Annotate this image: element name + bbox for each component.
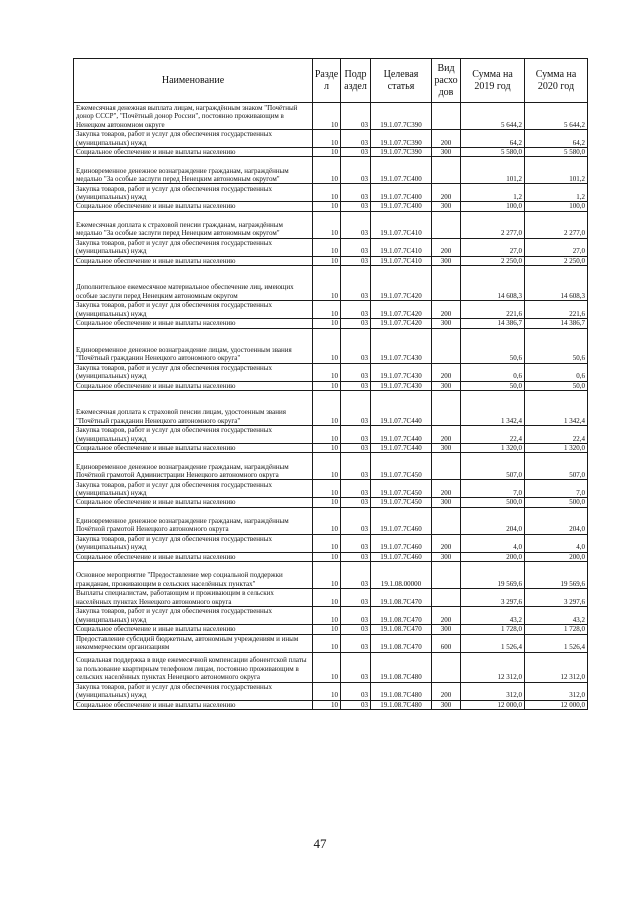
row-sum-2019: 3 297,6 <box>461 589 525 607</box>
row-subsection: 03 <box>341 157 371 184</box>
row-section: 10 <box>313 211 341 238</box>
table-row <box>74 589 588 607</box>
row-subsection: 03 <box>341 266 371 301</box>
row-name: Закупка товаров, работ и услуг для обеспечения государственных (муниципальных) нужд <box>74 534 313 552</box>
row-name: Социальное обеспечение и иные выплаты населению <box>74 552 313 561</box>
row-section: 10 <box>313 103 341 130</box>
table-row <box>74 238 588 256</box>
row-sum-2020: 500,0 <box>525 498 588 507</box>
row-expense-type <box>432 266 461 301</box>
row-sum-2019: 7,0 <box>461 480 525 498</box>
row-sum-2019: 221,6 <box>461 301 525 319</box>
row-section: 10 <box>313 607 341 625</box>
table-row <box>74 157 588 184</box>
row-subsection: 03 <box>341 103 371 130</box>
row-sum-2020: 14 608,3 <box>525 266 588 301</box>
row-sum-2019: 43,2 <box>461 607 525 625</box>
row-expense-type: 300 <box>432 444 461 453</box>
row-sum-2019: 312,0 <box>461 682 525 700</box>
row-name: Единовременное денежное вознаграждение гражданам, награждённым Почётной грамотой Администрации Ненецкого автономного округа <box>74 453 313 480</box>
row-sum-2020: 50,6 <box>525 328 588 363</box>
row-section: 10 <box>313 266 341 301</box>
row-expense-type: 200 <box>432 184 461 202</box>
table-row <box>74 202 588 211</box>
row-section: 10 <box>313 391 341 426</box>
row-sum-2019: 500,0 <box>461 498 525 507</box>
row-sum-2020: 4,0 <box>525 534 588 552</box>
row-subsection: 03 <box>341 256 371 265</box>
header-expense-type: Вид расхо дов <box>432 59 461 103</box>
row-target: 19.1.08.7С470 <box>371 589 432 607</box>
row-name: Закупка товаров, работ и услуг для обеспечения государственных (муниципальных) нужд <box>74 301 313 319</box>
row-expense-type: 300 <box>432 498 461 507</box>
row-subsection: 03 <box>341 148 371 157</box>
row-subsection: 03 <box>341 301 371 319</box>
row-sum-2019: 50,0 <box>461 381 525 390</box>
row-subsection: 03 <box>341 700 371 709</box>
table-row <box>74 266 588 301</box>
row-name: Социальное обеспечение и иные выплаты населению <box>74 444 313 453</box>
budget-table <box>73 58 588 710</box>
table-row <box>74 130 588 148</box>
row-section: 10 <box>313 184 341 202</box>
row-subsection: 03 <box>341 130 371 148</box>
row-expense-type: 200 <box>432 130 461 148</box>
row-target: 19.1.07.7С450 <box>371 498 432 507</box>
row-section: 10 <box>313 552 341 561</box>
row-sum-2020: 312,0 <box>525 682 588 700</box>
row-sum-2019: 19 569,6 <box>461 562 525 589</box>
row-subsection: 03 <box>341 652 371 682</box>
row-subsection: 03 <box>341 589 371 607</box>
row-target: 19.1.08.7С480 <box>371 652 432 682</box>
table-header-row <box>74 59 588 103</box>
row-target: 19.1.08.00000 <box>371 562 432 589</box>
row-subsection: 03 <box>341 444 371 453</box>
row-target: 19.1.07.7С410 <box>371 256 432 265</box>
row-section: 10 <box>313 625 341 634</box>
page-number: 47 <box>313 836 327 851</box>
row-section: 10 <box>313 562 341 589</box>
row-target: 19.1.07.7С430 <box>371 328 432 363</box>
row-expense-type: 300 <box>432 625 461 634</box>
row-expense-type: 200 <box>432 607 461 625</box>
header-section: Разде л <box>313 59 341 103</box>
row-subsection: 03 <box>341 319 371 328</box>
row-expense-type: 200 <box>432 682 461 700</box>
row-sum-2020: 101,2 <box>525 157 588 184</box>
row-sum-2019: 0,6 <box>461 363 525 381</box>
row-sum-2019: 507,0 <box>461 453 525 480</box>
row-subsection: 03 <box>341 426 371 444</box>
row-sum-2020: 12 312,0 <box>525 652 588 682</box>
row-name: Социальное обеспечение и иные выплаты населению <box>74 202 313 211</box>
row-section: 10 <box>313 534 341 552</box>
row-name: Единовременное денежное вознаграждение гражданам, награждённым медалью "За особые заслуги перед Ненецким автономным округом" <box>74 157 313 184</box>
row-name: Социальное обеспечение и иные выплаты населению <box>74 381 313 390</box>
row-sum-2019: 14 608,3 <box>461 266 525 301</box>
row-expense-type: 200 <box>432 363 461 381</box>
row-section: 10 <box>313 480 341 498</box>
table-row <box>74 444 588 453</box>
row-sum-2020: 0,6 <box>525 363 588 381</box>
table-row <box>74 625 588 634</box>
row-name: Основное мероприятие "Предоставление мер социальной поддержки гражданам, проживающим в сельских населённых пунктах" <box>74 562 313 589</box>
row-expense-type: 300 <box>432 381 461 390</box>
row-subsection: 03 <box>341 184 371 202</box>
row-subsection: 03 <box>341 682 371 700</box>
row-subsection: 03 <box>341 480 371 498</box>
row-sum-2020: 221,6 <box>525 301 588 319</box>
row-sum-2019: 101,2 <box>461 157 525 184</box>
row-expense-type <box>432 211 461 238</box>
row-expense-type: 300 <box>432 700 461 709</box>
row-section: 10 <box>313 682 341 700</box>
row-target: 19.1.07.7С450 <box>371 453 432 480</box>
row-section: 10 <box>313 498 341 507</box>
row-expense-type: 300 <box>432 202 461 211</box>
row-target: 19.1.08.7С480 <box>371 700 432 709</box>
row-sum-2019: 2 277,0 <box>461 211 525 238</box>
row-sum-2019: 50,6 <box>461 328 525 363</box>
table-row <box>74 498 588 507</box>
row-section: 10 <box>313 328 341 363</box>
row-sum-2019: 22,4 <box>461 426 525 444</box>
table-row <box>74 507 588 534</box>
row-sum-2020: 7,0 <box>525 480 588 498</box>
row-subsection: 03 <box>341 211 371 238</box>
row-sum-2019: 1 728,0 <box>461 625 525 634</box>
table-row <box>74 652 588 682</box>
row-section: 10 <box>313 256 341 265</box>
row-expense-type <box>432 391 461 426</box>
row-sum-2020: 5 580,0 <box>525 148 588 157</box>
row-name: Закупка товаров, работ и услуг для обеспечения государственных (муниципальных) нужд <box>74 607 313 625</box>
row-target: 19.1.07.7С460 <box>371 507 432 534</box>
row-section: 10 <box>313 381 341 390</box>
row-sum-2020: 1 320,0 <box>525 444 588 453</box>
row-expense-type <box>432 589 461 607</box>
row-subsection: 03 <box>341 391 371 426</box>
row-subsection: 03 <box>341 381 371 390</box>
row-sum-2020: 19 569,6 <box>525 562 588 589</box>
row-name: Закупка товаров, работ и услуг для обеспечения государственных (муниципальных) нужд <box>74 184 313 202</box>
row-sum-2020: 5 644,2 <box>525 103 588 130</box>
row-name: Единовременное денежное вознаграждение гражданам, награждённым Почётной грамотой Ненецкого автономного округа <box>74 507 313 534</box>
row-section: 10 <box>313 426 341 444</box>
row-target: 19.1.07.7С450 <box>371 480 432 498</box>
row-expense-type <box>432 328 461 363</box>
table-row <box>74 211 588 238</box>
row-section: 10 <box>313 202 341 211</box>
row-name: Закупка товаров, работ и услуг для обеспечения государственных (муниципальных) нужд <box>74 480 313 498</box>
row-section: 10 <box>313 319 341 328</box>
row-subsection: 03 <box>341 625 371 634</box>
row-subsection: 03 <box>341 328 371 363</box>
table-row <box>74 301 588 319</box>
row-expense-type <box>432 103 461 130</box>
header-subsection: Подр аздел <box>341 59 371 103</box>
row-expense-type <box>432 562 461 589</box>
row-subsection: 03 <box>341 202 371 211</box>
row-subsection: 03 <box>341 634 371 652</box>
row-target: 19.1.07.7С440 <box>371 426 432 444</box>
table-row <box>74 634 588 652</box>
row-expense-type: 300 <box>432 552 461 561</box>
header-sum-2019: Сумма на 2019 год <box>461 59 525 103</box>
row-expense-type <box>432 157 461 184</box>
row-sum-2020: 2 277,0 <box>525 211 588 238</box>
row-subsection: 03 <box>341 607 371 625</box>
row-section: 10 <box>313 507 341 534</box>
row-expense-type: 200 <box>432 426 461 444</box>
row-sum-2019: 100,0 <box>461 202 525 211</box>
row-name: Социальное обеспечение и иные выплаты населению <box>74 700 313 709</box>
row-name: Закупка товаров, работ и услуг для обеспечения государственных (муниципальных) нужд <box>74 363 313 381</box>
row-section: 10 <box>313 444 341 453</box>
row-sum-2019: 14 386,7 <box>461 319 525 328</box>
row-target: 19.1.07.7С430 <box>371 381 432 390</box>
row-target: 19.1.08.7С480 <box>371 682 432 700</box>
row-expense-type: 200 <box>432 238 461 256</box>
row-sum-2020: 12 000,0 <box>525 700 588 709</box>
row-expense-type: 200 <box>432 301 461 319</box>
row-sum-2019: 1 526,4 <box>461 634 525 652</box>
row-expense-type: 300 <box>432 319 461 328</box>
row-target: 19.1.07.7С460 <box>371 552 432 561</box>
row-target: 19.1.07.7С420 <box>371 266 432 301</box>
row-name: Выплаты специалистам, работающим и проживающим в сельских населённых пунктах Ненецкого автономного округа <box>74 589 313 607</box>
header-sum-2020: Сумма на 2020 год <box>525 59 588 103</box>
row-sum-2019: 5 644,2 <box>461 103 525 130</box>
row-sum-2019: 4,0 <box>461 534 525 552</box>
row-expense-type <box>432 652 461 682</box>
row-section: 10 <box>313 130 341 148</box>
row-name: Социальное обеспечение и иные выплаты населению <box>74 256 313 265</box>
row-name: Ежемесячная доплата к страховой пенсии лицам, удостоенным звания "Почётный гражданин Ненецкого автономного округа" <box>74 391 313 426</box>
table-row <box>74 184 588 202</box>
table-row <box>74 700 588 709</box>
row-target: 19.1.07.7С440 <box>371 444 432 453</box>
row-section: 10 <box>313 363 341 381</box>
row-target: 19.1.07.7С410 <box>371 238 432 256</box>
row-name: Закупка товаров, работ и услуг для обеспечения государственных (муниципальных) нужд <box>74 682 313 700</box>
row-target: 19.1.07.7С390 <box>371 130 432 148</box>
row-sum-2019: 64,2 <box>461 130 525 148</box>
row-sum-2020: 3 297,6 <box>525 589 588 607</box>
row-name: Единовременное денежное вознаграждение лицам, удостоенным звания "Почётный гражданин Ненецкого автономного округа" <box>74 328 313 363</box>
row-section: 10 <box>313 148 341 157</box>
row-name: Закупка товаров, работ и услуг для обеспечения государственных (муниципальных) нужд <box>74 238 313 256</box>
row-name: Закупка товаров, работ и услуг для обеспечения государственных (муниципальных) нужд <box>74 130 313 148</box>
header-name: Наименование <box>74 59 313 103</box>
table-row <box>74 328 588 363</box>
row-section: 10 <box>313 589 341 607</box>
row-sum-2020: 1 526,4 <box>525 634 588 652</box>
row-target: 19.1.08.7С470 <box>371 607 432 625</box>
row-subsection: 03 <box>341 453 371 480</box>
table-row <box>74 682 588 700</box>
row-sum-2020: 200,0 <box>525 552 588 561</box>
row-sum-2019: 1,2 <box>461 184 525 202</box>
row-expense-type: 300 <box>432 148 461 157</box>
row-section: 10 <box>313 157 341 184</box>
table-row <box>74 256 588 265</box>
row-sum-2020: 507,0 <box>525 453 588 480</box>
row-section: 10 <box>313 238 341 256</box>
row-sum-2020: 2 250,0 <box>525 256 588 265</box>
row-name: Ежемесячная доплата к страховой пенсии гражданам, награждённым медалью "За особые заслуги перед Ненецким автономным округом" <box>74 211 313 238</box>
table-row <box>74 607 588 625</box>
row-sum-2020: 1,2 <box>525 184 588 202</box>
row-sum-2019: 2 250,0 <box>461 256 525 265</box>
row-sum-2020: 43,2 <box>525 607 588 625</box>
row-name: Социальное обеспечение и иные выплаты населению <box>74 625 313 634</box>
row-expense-type: 200 <box>432 534 461 552</box>
header-target: Целевая статья <box>371 59 432 103</box>
row-target: 19.1.07.7С390 <box>371 103 432 130</box>
row-target: 19.1.08.7С470 <box>371 634 432 652</box>
table-row <box>74 534 588 552</box>
table-row <box>74 480 588 498</box>
row-target: 19.1.07.7С420 <box>371 301 432 319</box>
row-sum-2020: 1 342,4 <box>525 391 588 426</box>
table-row <box>74 148 588 157</box>
row-subsection: 03 <box>341 534 371 552</box>
row-target: 19.1.07.7С410 <box>371 211 432 238</box>
row-sum-2020: 27,0 <box>525 238 588 256</box>
row-sum-2019: 204,0 <box>461 507 525 534</box>
row-expense-type: 600 <box>432 634 461 652</box>
row-sum-2019: 1 320,0 <box>461 444 525 453</box>
row-subsection: 03 <box>341 507 371 534</box>
table-row <box>74 426 588 444</box>
row-target: 19.1.07.7С400 <box>371 184 432 202</box>
row-expense-type: 300 <box>432 256 461 265</box>
row-subsection: 03 <box>341 238 371 256</box>
table-row <box>74 381 588 390</box>
row-name: Социальное обеспечение и иные выплаты населению <box>74 148 313 157</box>
row-target: 19.1.07.7С390 <box>371 148 432 157</box>
row-subsection: 03 <box>341 363 371 381</box>
row-expense-type: 200 <box>432 480 461 498</box>
row-sum-2019: 1 342,4 <box>461 391 525 426</box>
row-target: 19.1.07.7С420 <box>371 319 432 328</box>
row-sum-2019: 12 312,0 <box>461 652 525 682</box>
row-name: Социальная поддержка в виде ежемесячной компенсации абонентской платы за пользование квартирным телефоном лицам, постоянно проживающим в сельских населённых пунктах Ненецкого автономного округа <box>74 652 313 682</box>
table-row <box>74 552 588 561</box>
row-name: Закупка товаров, работ и услуг для обеспечения государственных (муниципальных) нужд <box>74 426 313 444</box>
row-name: Ежемесячная денежная выплата лицам, награждённым знаком "Почётный донор СССР", "Почётный донор России", постоянно проживающим в Ненецком автономном округе <box>74 103 313 130</box>
row-sum-2020: 100,0 <box>525 202 588 211</box>
row-section: 10 <box>313 634 341 652</box>
row-target: 19.1.07.7С430 <box>371 363 432 381</box>
row-name: Предоставление субсидий бюджетным, автономным учреждениям и иным некоммерческим организациям <box>74 634 313 652</box>
row-sum-2020: 1 728,0 <box>525 625 588 634</box>
row-sum-2020: 50,0 <box>525 381 588 390</box>
row-section: 10 <box>313 453 341 480</box>
row-expense-type <box>432 453 461 480</box>
row-sum-2019: 5 580,0 <box>461 148 525 157</box>
row-sum-2019: 27,0 <box>461 238 525 256</box>
row-subsection: 03 <box>341 552 371 561</box>
row-sum-2019: 12 000,0 <box>461 700 525 709</box>
row-sum-2019: 200,0 <box>461 552 525 561</box>
table-row <box>74 391 588 426</box>
row-sum-2020: 14 386,7 <box>525 319 588 328</box>
row-subsection: 03 <box>341 562 371 589</box>
row-target: 19.1.07.7С440 <box>371 391 432 426</box>
row-sum-2020: 22,4 <box>525 426 588 444</box>
row-name: Социальное обеспечение и иные выплаты населению <box>74 498 313 507</box>
row-target: 19.1.07.7С400 <box>371 157 432 184</box>
row-subsection: 03 <box>341 498 371 507</box>
table-row <box>74 319 588 328</box>
row-sum-2020: 204,0 <box>525 507 588 534</box>
table-row <box>74 453 588 480</box>
row-expense-type <box>432 507 461 534</box>
row-name: Социальное обеспечение и иные выплаты населению <box>74 319 313 328</box>
row-section: 10 <box>313 700 341 709</box>
row-target: 19.1.07.7С460 <box>371 534 432 552</box>
row-sum-2020: 64,2 <box>525 130 588 148</box>
row-section: 10 <box>313 652 341 682</box>
row-target: 19.1.08.7С470 <box>371 625 432 634</box>
table-row <box>74 562 588 589</box>
row-target: 19.1.07.7С400 <box>371 202 432 211</box>
row-name: Дополнительное ежемесячное материальное обеспечение лиц, имеющих особые заслуги перед Ненецким автономным округом <box>74 266 313 301</box>
table-row <box>74 363 588 381</box>
table-row <box>74 103 588 130</box>
row-section: 10 <box>313 301 341 319</box>
